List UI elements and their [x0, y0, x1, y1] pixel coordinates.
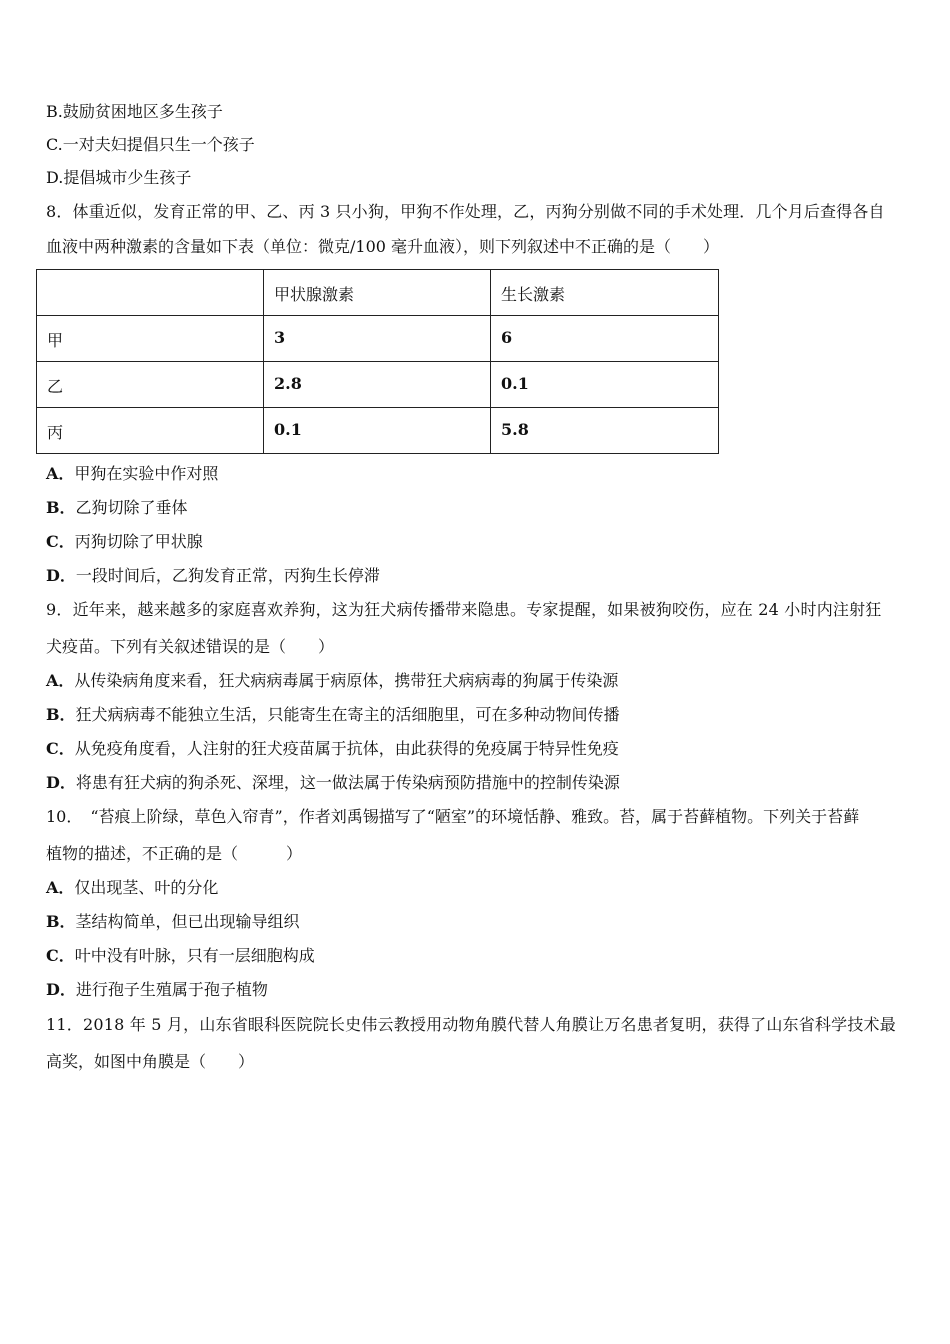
table-header-row	[37, 270, 719, 316]
option-text: 茎结构简单，但已出现输导组织	[75, 912, 300, 931]
option-letter: A．	[46, 464, 75, 483]
table-cell: 3	[264, 316, 491, 362]
table-header-cell	[37, 270, 264, 316]
option-letter: A．	[46, 671, 75, 690]
option-text: 狂犬病病毒不能独立生活，只能寄生在寄主的活细胞里，可在多种动物间传播	[75, 705, 620, 724]
option-letter: C．	[46, 739, 75, 758]
q8-option-a	[46, 464, 218, 484]
q10-option-a	[46, 878, 218, 898]
option-text: 一段时间后，乙狗发育正常，丙狗生长停滞	[75, 566, 380, 585]
table-cell: 甲	[37, 316, 264, 362]
table-cell: 0.1	[491, 362, 719, 408]
table-row	[37, 316, 719, 362]
table-row	[37, 362, 719, 408]
table-row	[37, 408, 719, 454]
table-cell: 乙	[37, 362, 264, 408]
q8-option-b	[46, 498, 188, 518]
option-letter: C．	[46, 532, 75, 551]
option-letter: C．	[46, 946, 75, 965]
q10-stem-line1: 10． “苔痕上阶绿，草色入帘青”，作者刘禹锡描写了“陋室”的环境恬静、雅致。苔，属于苔藓植物。下列关于苔藓	[46, 807, 860, 826]
option-letter: B．	[46, 498, 76, 517]
option-letter: D．	[46, 566, 76, 585]
option-text: 鼓励贫困地区多生孩子	[62, 102, 223, 121]
option-letter: B．	[46, 912, 76, 931]
table-header-cell: 生长激素	[491, 270, 719, 316]
q9-option-b	[46, 705, 620, 725]
q9-option-a	[46, 671, 618, 691]
q9-option-c	[46, 739, 619, 759]
q7-option-b	[46, 102, 223, 122]
hormone-table	[36, 269, 719, 454]
option-text: 提倡城市少生孩子	[63, 168, 192, 187]
option-text: 乙狗切除了垂体	[75, 498, 188, 517]
q8-option-d	[46, 566, 380, 586]
q10-option-d	[46, 980, 268, 1000]
option-letter: C.	[46, 135, 63, 154]
q10-stem-line2: 植物的描述，不正确的是（ ）	[46, 844, 303, 863]
q10-option-c	[46, 946, 315, 966]
option-letter: B．	[46, 705, 76, 724]
option-letter: B.	[46, 102, 63, 121]
option-text: 仅出现茎、叶的分化	[74, 878, 219, 897]
q10-option-b	[46, 912, 300, 932]
option-text: 从传染病角度来看，狂犬病病毒属于病原体，携带狂犬病病毒的狗属于传染源	[74, 671, 619, 690]
q8-stem-line2: 血液中两种激素的含量如下表（单位：微克/100 毫升血液），则下列叙述中不正确的是（ ）	[46, 237, 720, 256]
q7-option-d	[46, 168, 191, 188]
table-cell: 5.8	[491, 408, 719, 454]
option-text: 进行孢子生殖属于孢子植物	[75, 980, 268, 999]
table-cell: 0.1	[264, 408, 491, 454]
table-cell: 2.8	[264, 362, 491, 408]
option-letter: D.	[46, 168, 64, 187]
q9-stem-line2: 犬疫苗。下列有关叙述错误的是（ ）	[46, 637, 335, 656]
q7-option-c	[46, 135, 255, 155]
option-letter: D．	[46, 980, 76, 999]
q9-stem-line1: 9．近年来，越来越多的家庭喜欢养狗，这为狂犬病传播带来隐患。专家提醒，如果被狗咬伤，应在 24 小时内注射狂	[46, 600, 882, 619]
option-text: 一对夫妇提倡只生一个孩子	[62, 135, 255, 154]
table-cell: 丙	[37, 408, 264, 454]
table-cell: 6	[491, 316, 719, 362]
option-letter: D．	[46, 773, 76, 792]
table-header-cell: 甲状腺激素	[264, 270, 491, 316]
option-text: 将患有狂犬病的狗杀死、深埋，这一做法属于传染病预防措施中的控制传染源	[75, 773, 620, 792]
q8-stem-line1: 8．体重近似，发育正常的甲、乙、丙 3 只小狗，甲狗不作处理，乙，丙狗分别做不同的手术处理．几个月后查得各自	[46, 202, 885, 221]
option-text: 甲狗在实验中作对照	[74, 464, 219, 483]
option-text: 丙狗切除了甲状腺	[74, 532, 203, 551]
option-text: 从免疫角度看，人注射的狂犬疫苗属于抗体，由此获得的免疫属于特异性免疫	[74, 739, 619, 758]
q11-stem-line1: 11．2018 年 5 月，山东省眼科医院院长史伟云教授用动物角膜代替人角膜让万名患者复明，获得了山东省科学技术最	[46, 1015, 896, 1034]
option-letter: A．	[46, 878, 75, 897]
q8-option-c	[46, 532, 203, 552]
q9-option-d	[46, 773, 620, 793]
option-text: 叶中没有叶脉，只有一层细胞构成	[74, 946, 315, 965]
q11-stem-line2: 高奖，如图中角膜是（ ）	[46, 1052, 255, 1071]
